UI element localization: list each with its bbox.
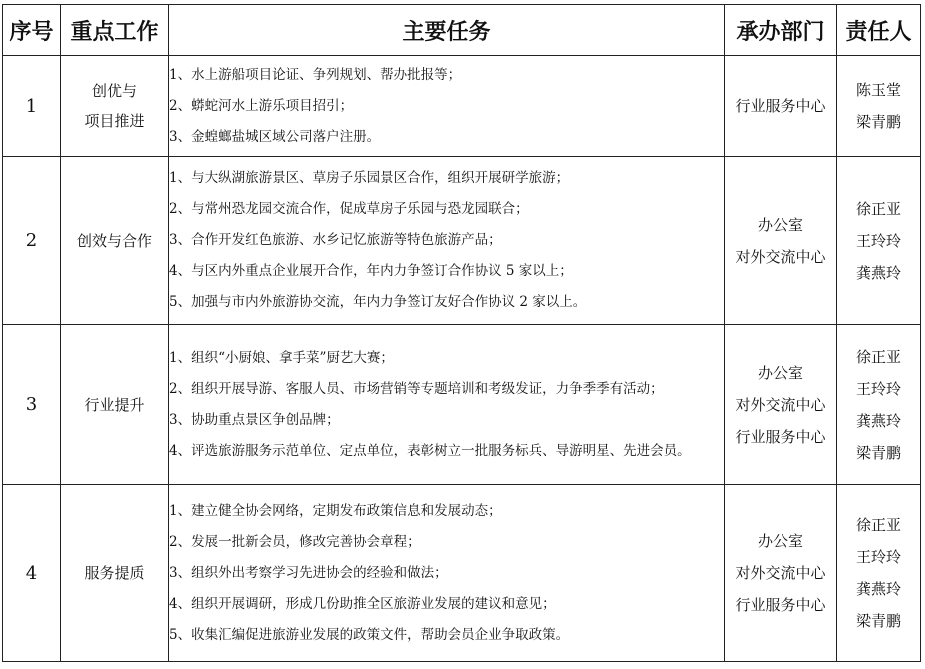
responsible-cell: [837, 157, 921, 325]
main-tasks-cell: [169, 485, 725, 662]
main-tasks-cell: [169, 56, 725, 157]
task-item: 1、建立健全协会网络，定期发布政策信息和发展动态；: [169, 502, 502, 519]
responsible-person: 徐正亚: [855, 516, 901, 534]
responsible-cell: [837, 325, 921, 485]
task-item: 5、收集汇编促进旅游业发展的政策文件，帮助会员企业争取政策。: [169, 626, 570, 643]
responsible-cell: [837, 485, 921, 662]
responsible-person: 王玲玲: [855, 231, 901, 250]
task-item: 2、发展一批新会员，修改完善协会章程；: [169, 533, 421, 550]
key-work-line: 创效与合作: [76, 231, 152, 250]
task-item: 2、蟒蛇河水上游乐项目招引；: [169, 97, 354, 114]
responsible-person: 陈玉堂: [855, 81, 901, 99]
key-work-cell: [61, 485, 169, 662]
table-body: [3, 56, 921, 662]
responsible-person: 梁青鹏: [855, 443, 901, 462]
task-item: 1、与大纵湖旅游景区、草房子乐园景区合作，组织开展研学旅游；: [169, 170, 570, 186]
header-responsible: 责任人: [837, 5, 921, 56]
task-item: 1、水上游船项目论证、争列规划、帮办批报等；: [169, 66, 462, 83]
serial-cell: 1: [3, 56, 61, 157]
department-line: 办公室: [757, 532, 803, 550]
task-item: 3、合作开发红色旅游、水乡记忆旅游等特色旅游产品；: [169, 232, 502, 248]
task-item: 4、评选旅游服务示范单位、定点单位，表彰树立一批服务标兵、导游明星、先进会员。: [169, 442, 691, 459]
task-item: 3、组织外出考察学习先进协会的经验和做法；: [169, 564, 448, 581]
task-item: 4、组织开展调研，形成几份助推全区旅游业发展的建议和意见；: [169, 595, 556, 612]
header-department: 承办部门: [725, 5, 837, 56]
key-work-line: 项目推进: [84, 112, 145, 130]
key-work-line: 创优与: [91, 82, 137, 100]
key-work-cell: [61, 157, 169, 325]
serial-cell: 4: [3, 485, 61, 662]
department-line: 行业服务中心: [735, 427, 826, 446]
responsible-person: 龚燕玲: [855, 263, 901, 282]
department-cell: [725, 157, 837, 325]
task-item: 3、金蝗螂盐城区域公司落户注册。: [169, 128, 381, 145]
department-cell: [725, 325, 837, 485]
task-item: 1、组织“小厨娘、拿手菜”厨艺大赛；: [169, 349, 394, 366]
department-line: 行业服务中心: [735, 596, 826, 614]
main-tasks-cell: [169, 157, 725, 325]
table-row: [3, 485, 921, 662]
department-line: 对外交流中心: [735, 247, 826, 266]
header-serial: 序号: [3, 5, 61, 56]
responsible-person: 梁青鹏: [855, 113, 901, 131]
task-item: 4、与区内外重点企业展开合作，年内力争签订合作协议 5 家以上；: [169, 263, 573, 279]
header-key-work: 重点工作: [61, 5, 169, 56]
department-line: 办公室: [757, 363, 803, 382]
responsible-person: 王玲玲: [855, 548, 901, 566]
responsible-person: 龚燕玲: [855, 580, 901, 598]
department-line: 对外交流中心: [735, 564, 826, 582]
table-row: [3, 56, 921, 157]
department-line: 办公室: [757, 215, 803, 234]
department-cell: [725, 56, 837, 157]
department-line: 行业服务中心: [735, 97, 826, 115]
work-plan-table: [2, 4, 921, 662]
key-work-line: 服务提质: [84, 564, 145, 582]
serial-cell: 2: [3, 157, 61, 325]
responsible-person: 王玲玲: [855, 379, 901, 398]
task-item: 3、协助重点景区争创品牌；: [169, 411, 340, 428]
task-item: 2、组织开展导游、客服人员、市场营销等专题培训和考级发证，力争季季有活动；: [169, 380, 664, 397]
department-cell: [725, 485, 837, 662]
table-row: [3, 325, 921, 485]
key-work-line: 行业提升: [84, 395, 145, 414]
key-work-cell: [61, 56, 169, 157]
responsible-person: 龚燕玲: [855, 411, 901, 430]
header-main-tasks: 主要任务: [169, 5, 725, 56]
header-row: [3, 5, 921, 56]
task-item: 5、加强与市内外旅游协交流，年内力争签订友好合作协议 2 家以上。: [169, 294, 587, 310]
task-item: 2、与常州恐龙园交流合作，促成草房子乐园与恐龙园联合；: [169, 201, 529, 217]
key-work-cell: [61, 325, 169, 485]
responsible-person: 徐正亚: [855, 347, 901, 366]
responsible-person: 梁青鹏: [855, 612, 901, 630]
table-row: [3, 157, 921, 325]
responsible-person: 徐正亚: [855, 199, 901, 218]
department-line: 对外交流中心: [735, 395, 826, 414]
main-tasks-cell: [169, 325, 725, 485]
serial-cell: 3: [3, 325, 61, 485]
responsible-cell: [837, 56, 921, 157]
